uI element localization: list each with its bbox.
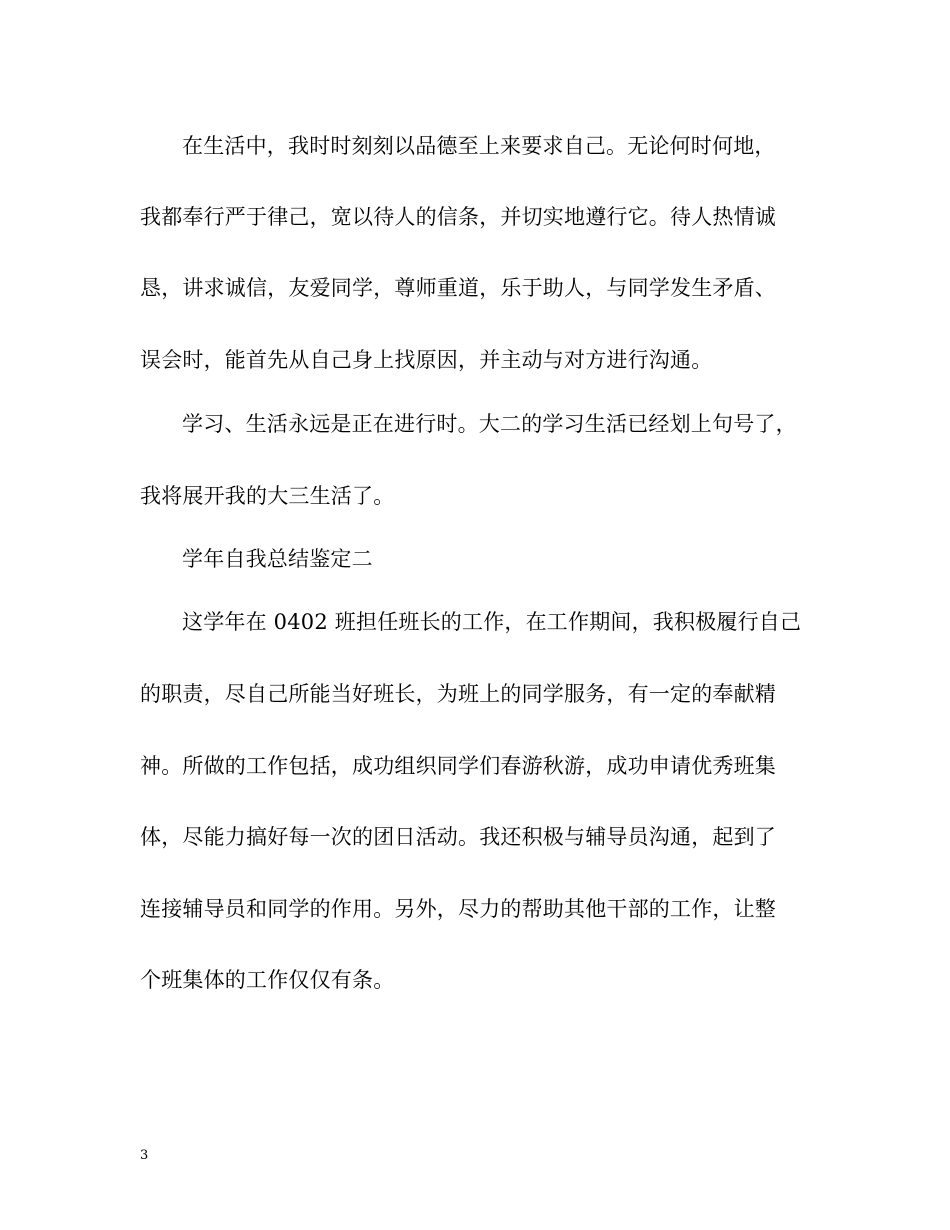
paragraph-3-line-2: 的职责，尽自己所能当好班长，为班上的同学服务，有一定的奉献精 [140,682,776,706]
paragraph-3-line-4: 体，尽能力搞好每一次的团日活动。我还积极与辅导员沟通，起到了 [140,825,776,849]
paragraph-1-line-4: 误会时，能首先从自己身上找原因，并主动与对方进行沟通。 [140,348,713,372]
paragraph-3-line-1: 这学年在 0402 班担任班长的工作，在工作期间，我积极履行自己 [182,610,802,634]
paragraph-3-line-5: 连接辅导员和同学的作用。另外，尽力的帮助其他干部的工作，让整 [140,897,776,921]
paragraph-3-line-6: 个班集体的工作仅仅有条。 [140,968,395,992]
paragraph-1-line-2: 我都奉行严于律己，宽以待人的信条，并切实地遵行它。待人热情诚 [140,205,776,229]
paragraph-1-line-3: 恳，讲求诚信，友爱同学，尊师重道，乐于助人，与同学发生矛盾、 [140,276,776,300]
paragraph-3-line-3: 神。所做的工作包括，成功组织同学们春游秋游，成功申请优秀班集 [140,754,776,778]
paragraph-1-line-1: 在生活中，我时时刻刻以品德至上来要求自己。无论何时何地， [182,134,776,158]
paragraph-2-line-1: 学习、生活永远是正在进行时。大二的学习生活已经划上句号了， [182,412,797,436]
page-number: 3 [140,1148,149,1163]
section-heading: 学年自我总结鉴定二 [182,547,373,571]
paragraph-2-line-2: 我将展开我的大三生活了。 [140,484,395,508]
